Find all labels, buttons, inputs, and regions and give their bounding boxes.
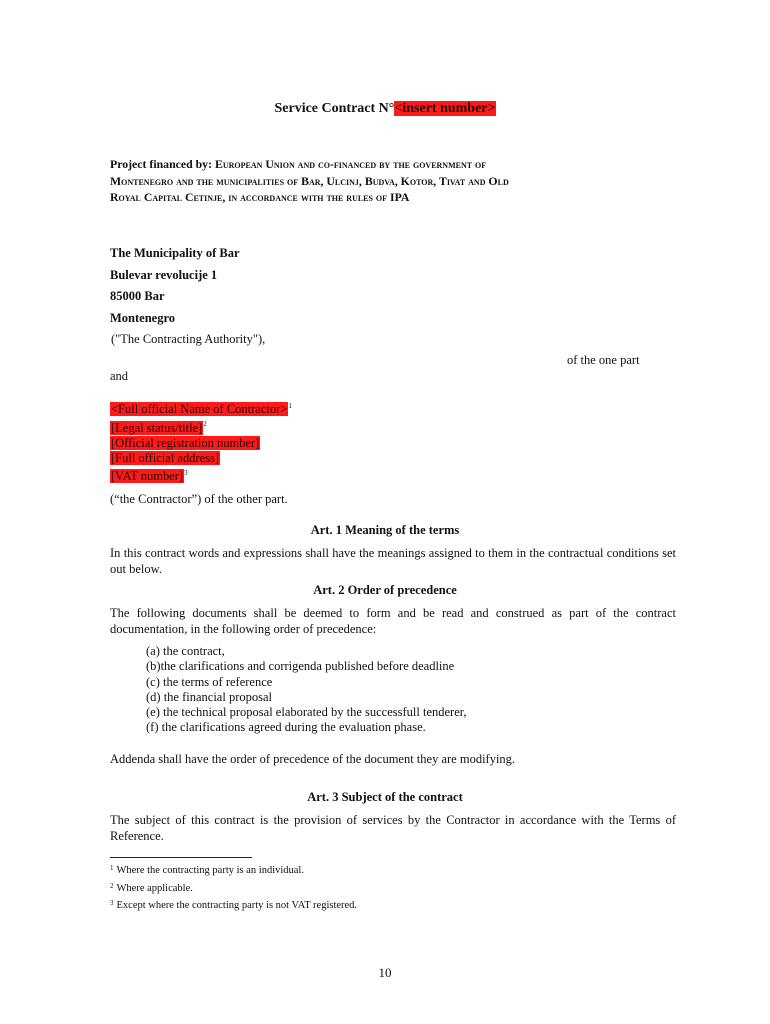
contractor-block <box>110 399 292 484</box>
art3-heading: Art. 3 Subject of the contract <box>307 790 463 804</box>
footnote-3: $^3$ Except where the contracting party is not VAT registered. <box>110 899 358 911</box>
legal-status-placeholder: [Legal status/title] <box>111 420 203 435</box>
footnote-2: $^2$ Where applicable. <box>110 881 193 894</box>
financed-line-3: Royal Capital Cetinje, in accordance with the rules of IPA <box>110 190 410 204</box>
precedence-list <box>146 644 467 736</box>
one-part-text: of the one part <box>567 353 640 367</box>
footnote-separator <box>110 857 252 858</box>
title-prefix: Service Contract N° <box>274 101 395 116</box>
art3-text: The subject of this contract is the provision of services by the Contractor in accordance with the Terms of Reference. <box>110 813 676 843</box>
list-item: (d) the financial proposal <box>146 689 272 704</box>
registration-number-placeholder: [Official registration number] <box>111 435 260 450</box>
art2-heading: Art. 2 Order of precedence <box>313 583 457 597</box>
footnote-ref-2: 2 <box>203 420 207 429</box>
list-item: (f) the clarifications agreed during the evaluation phase. <box>146 720 426 735</box>
official-address-placeholder: [Full official address] <box>111 450 220 465</box>
and-text: and <box>110 369 129 383</box>
vat-number-placeholder: [VAT number] <box>111 469 184 484</box>
art2-text: The following documents shall be deemed to form and be read and construed as part of the contract documentation, in the following order of precedence: <box>110 606 676 636</box>
insert-number-placeholder: <insert number> <box>394 101 496 116</box>
list-item: (c) the terms of reference <box>146 674 273 689</box>
list-item: (a) the contract, <box>146 644 225 658</box>
authority-name: The Municipality of Bar <box>110 246 240 260</box>
contractor-name-placeholder: <Full official Name of Contractor> <box>111 402 288 417</box>
art1-heading: Art. 1 Meaning of the terms <box>310 523 460 537</box>
authority-street: Bulevar revolucije 1 <box>110 268 218 282</box>
footnote-ref-1: 1 <box>288 402 292 410</box>
authority-city: 85000 Bar <box>110 289 165 303</box>
authority-role: ("The Contracting Authority"), <box>111 332 266 346</box>
authority-country: Montenegro <box>110 311 176 325</box>
list-item: (e) the technical proposal elaborated by the successfull tenderer, <box>146 705 467 720</box>
footnote-1: $^1$ Where the contracting party is an individual. <box>110 864 304 876</box>
financed-label: Project financed by: <box>110 157 215 171</box>
financed-line-2: Montenegro and the municipalities of Bar, Ulcinj, Budva, Kotor, Tivat and Old <box>110 173 509 188</box>
financing-statement <box>110 156 670 206</box>
footnote-ref-3: 3 <box>184 469 188 478</box>
page-number: 10 <box>378 965 392 980</box>
other-part-text: (“the Contractor”) of the other part. <box>110 492 288 506</box>
contract-title <box>0 101 770 117</box>
addenda-text: Addenda shall have the order of precedence of the document they are modifying. <box>110 752 516 766</box>
footnotes <box>110 861 357 914</box>
financed-line-1: European Union and co-financed by the government of <box>214 157 487 171</box>
art1-text: In this contract words and expressions shall have the meanings assigned to them in the contractual conditions set out below. <box>110 546 676 576</box>
list-item: (b)the clarifications and corrigenda published before deadline <box>146 659 455 674</box>
